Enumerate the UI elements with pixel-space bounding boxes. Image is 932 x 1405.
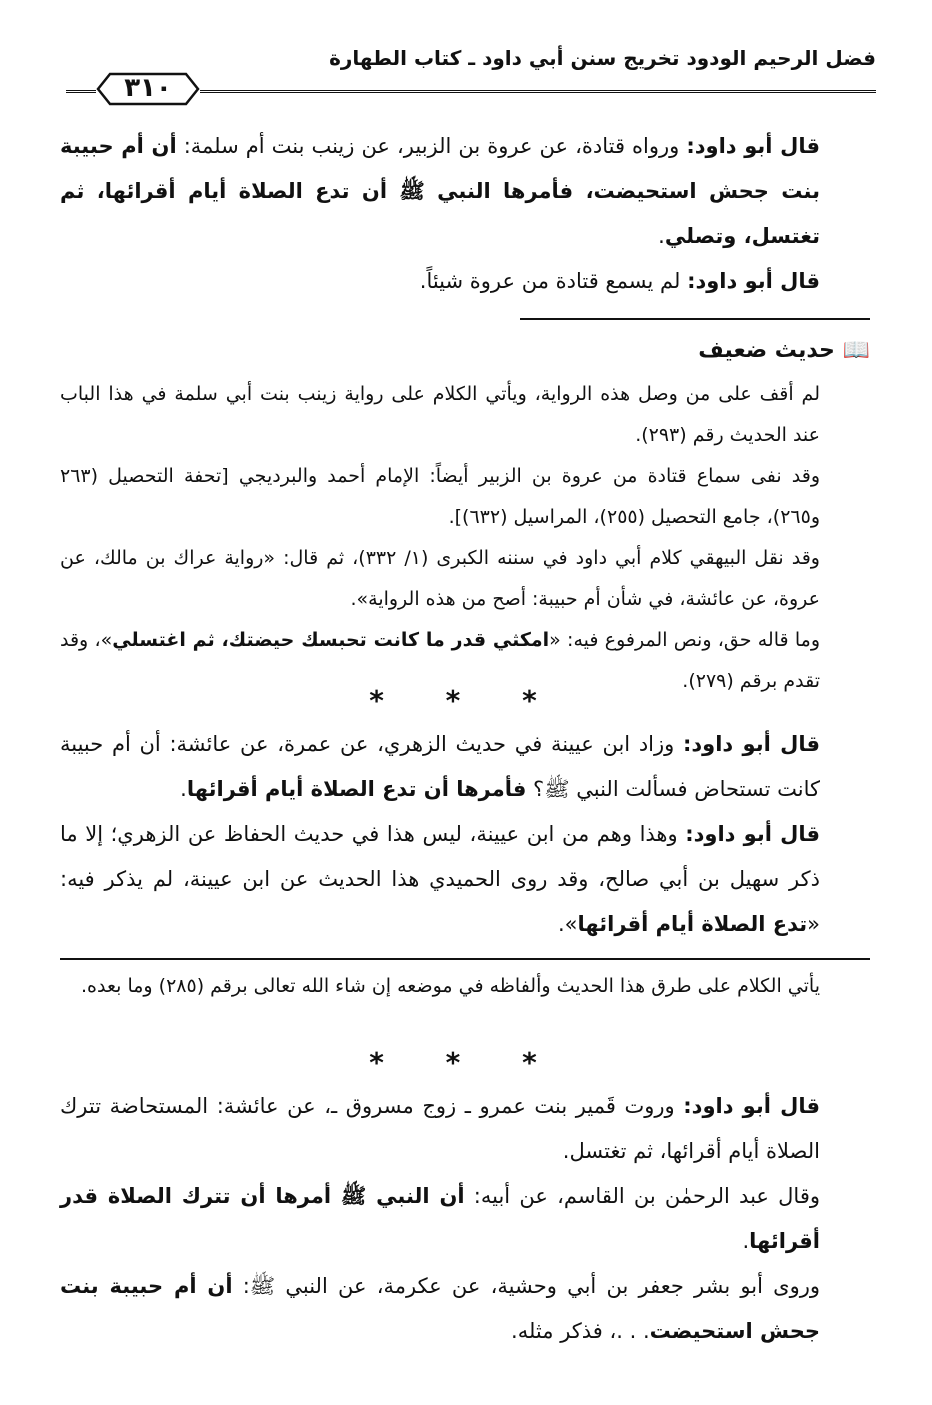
grade-label: حديث ضعيف xyxy=(698,338,835,363)
punct: . xyxy=(742,1229,750,1253)
statement-text: لم يسمع قتادة من عروة شيئاً. xyxy=(419,269,688,293)
section-rule xyxy=(520,318,870,320)
commentary-paragraph: وقد نفى سماع قتادة من عروة بن الزبير أيضاً: الإمام أحمد والبرديجي [تحفة التحصيل (٢٦٣ و٢٦٥)، جامع التحصيل (٢٥٥)، المراسيل (٦٣٢)]. xyxy=(60,465,820,528)
hadith-matn: أن أم حبيبة بنت جحش استحيضت، فأمرها النبي ﷺ أن تدع الصلاة أيام أقرائها، ثم تغتسل، وتصلي xyxy=(60,134,820,248)
punct: . . .، فذكر مثله. xyxy=(511,1319,650,1343)
hadith-matn: فأمرها أن تدع الصلاة أيام أقرائها xyxy=(186,777,527,801)
punct: . xyxy=(658,224,665,248)
commentary-text: »، وقد تقدم برقم (٢٧٩). xyxy=(60,629,820,692)
statement-text: وقال عبد الرحمٰن بن القاسم، عن أبيه: xyxy=(464,1184,820,1208)
abu-dawud-statement xyxy=(60,1084,870,1174)
section-rule xyxy=(60,958,870,960)
narration-paragraph xyxy=(60,1264,870,1354)
page-number: ٣١٠ xyxy=(124,73,172,103)
speaker-label: قال أبو داود: xyxy=(685,822,820,846)
commentary xyxy=(60,374,870,702)
hadith-block-1 xyxy=(60,124,870,304)
running-header xyxy=(66,36,876,106)
speaker-label: قال أبو داود: xyxy=(683,732,820,756)
punct: . xyxy=(180,777,187,801)
punct: ». xyxy=(557,912,578,936)
hadith-matn: امكثي قدر ما كانت تحبسك حيضتك، ثم اغتسلي xyxy=(112,629,550,651)
footnote-text: يأتي الكلام على طرق هذا الحديث وألفاظه في موضعه إن شاء الله تعالى برقم (٢٨٥) وما بعده. xyxy=(81,975,820,997)
statement-text: وروى أبو بشر جعفر بن أبي وحشية، عن عكرمة، عن النبي ﷺ: xyxy=(232,1274,820,1298)
hadith-block-2 xyxy=(60,722,870,947)
separator-stars: * * * xyxy=(369,1046,563,1079)
speaker-label: قال أبو داود: xyxy=(683,1094,820,1118)
statement-text: وهذا وهم من ابن عيينة، ليس هذا في حديث الحفاظ عن الزهري؛ إلا ما ذكر سهيل بن أبي صالح، وقد روى الحميدي هذا الحديث عن ابن عيينة، لم يذكر فيه: « xyxy=(60,822,820,936)
narration-paragraph xyxy=(60,1174,870,1264)
statement-text: وزاد ابن عيينة في حديث الزهري، عن عمرة، عن عائشة: أن أم حبيبة كانت تستحاض فسألت النبي ﷺ؟ xyxy=(60,732,820,801)
abu-dawud-statement xyxy=(60,124,870,259)
commentary-paragraph: وقد نقل البيهقي كلام أبي داود في سننه الكبرى (١/ ٣٣٢)، ثم قال: «رواية عراك بن مالك، عن عروة، عن عائشة، في شأن أم حبيبة: أصح من هذه الرواية». xyxy=(60,547,820,610)
separator-stars: * * * xyxy=(369,684,563,717)
hadith-block-3 xyxy=(60,1084,870,1354)
abu-dawud-statement xyxy=(60,812,870,947)
abu-dawud-statement xyxy=(60,722,870,812)
hadith-matn: تدع الصلاة أيام أقرائها xyxy=(577,912,808,936)
page-number-badge xyxy=(96,70,200,108)
statement-text: ورواه قتادة، عن عروة بن الزبير، عن زينب بنت أم سلمة: xyxy=(176,134,687,158)
footnote xyxy=(60,966,870,1007)
commentary-text: وما قاله حق، ونص المرفوع فيه: « xyxy=(549,629,820,651)
speaker-label: قال أبو داود: xyxy=(686,134,821,158)
header-title: فضل الرحيم الودود تخريج سنن أبي داود ـ كتاب الطهارة xyxy=(329,46,876,70)
hadith-matn: أن أم حبيبة بنت جحش استحيضت xyxy=(60,1274,820,1343)
speaker-label: قال أبو داود: xyxy=(687,269,820,293)
abu-dawud-statement xyxy=(60,259,870,304)
statement-text: وروت قَمير بنت عمرو ـ زوج مسروق ـ، عن عائشة: المستحاضة تترك الصلاة أيام أقرائها، ثم تغتسل. xyxy=(60,1094,820,1163)
hadith-grade xyxy=(698,338,870,363)
commentary-paragraph: لم أقف على من وصل هذه الرواية، ويأتي الكلام على رواية زينب بنت أبي سلمة في هذا الباب عند الحديث رقم (٢٩٣). xyxy=(60,383,820,446)
hadith-matn: أن النبي ﷺ أمرها أن تترك الصلاة قدر أقرائها xyxy=(60,1184,820,1253)
book-icon: 📖 xyxy=(842,338,870,363)
